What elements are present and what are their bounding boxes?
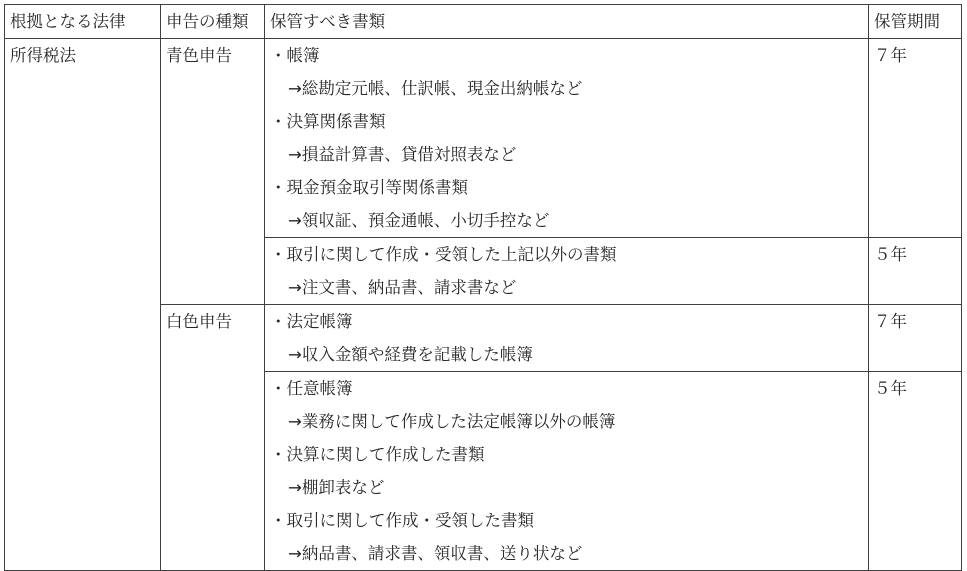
document-example: →領収証、預金通帳、小切手控など xyxy=(288,211,550,230)
retention-period-cell: ７年 xyxy=(869,39,962,238)
retention-period-cell: ５年 xyxy=(869,238,962,305)
document-example: →収入金額や経費を記載した帳簿 xyxy=(288,345,533,364)
header-row xyxy=(5,5,962,39)
document-item: ・決算関係書類 xyxy=(270,112,386,131)
document-example: →総勘定元帳、仕訳帳、現金出納帳など xyxy=(288,79,583,98)
document-item: ・法定帳簿 xyxy=(270,312,353,331)
document-example: →棚卸表など xyxy=(288,478,385,497)
retention-period-cell: ５年 xyxy=(869,372,962,571)
filing-type-cell-white: 白色申告 xyxy=(161,305,265,571)
documents-cell xyxy=(265,372,869,571)
header-law: 根拠となる法律 xyxy=(5,5,161,39)
document-example: →注文書、納品書、請求書など xyxy=(288,278,517,297)
document-example: →業務に関して作成した法定帳簿以外の帳簿 xyxy=(288,412,616,431)
filing-type-cell-blue: 青色申告 xyxy=(161,39,265,305)
header-retention-period: 保管期間 xyxy=(869,5,962,39)
document-item: ・取引に関して作成・受領した書類 xyxy=(270,511,534,530)
documents-cell xyxy=(265,238,869,305)
law-cell: 所得税法 xyxy=(5,39,161,571)
document-item: ・帳簿 xyxy=(270,46,320,65)
document-item: ・取引に関して作成・受領した上記以外の書類 xyxy=(270,245,617,264)
document-item: ・決算に関して作成した書類 xyxy=(270,445,485,464)
retention-period-cell: ７年 xyxy=(869,305,962,372)
documents-cell xyxy=(265,305,869,372)
document-example: →納品書、請求書、領収書、送り状など xyxy=(288,544,583,563)
documents-cell xyxy=(265,39,869,238)
document-item: ・任意帳簿 xyxy=(270,379,353,398)
document-item: ・現金預金取引等関係書類 xyxy=(270,178,468,197)
document-example: →損益計算書、貸借対照表など xyxy=(288,145,517,164)
header-documents: 保管すべき書類 xyxy=(265,5,869,39)
document-retention-table xyxy=(4,4,962,571)
header-filing-type: 申告の種類 xyxy=(161,5,265,39)
table-row xyxy=(5,39,962,238)
